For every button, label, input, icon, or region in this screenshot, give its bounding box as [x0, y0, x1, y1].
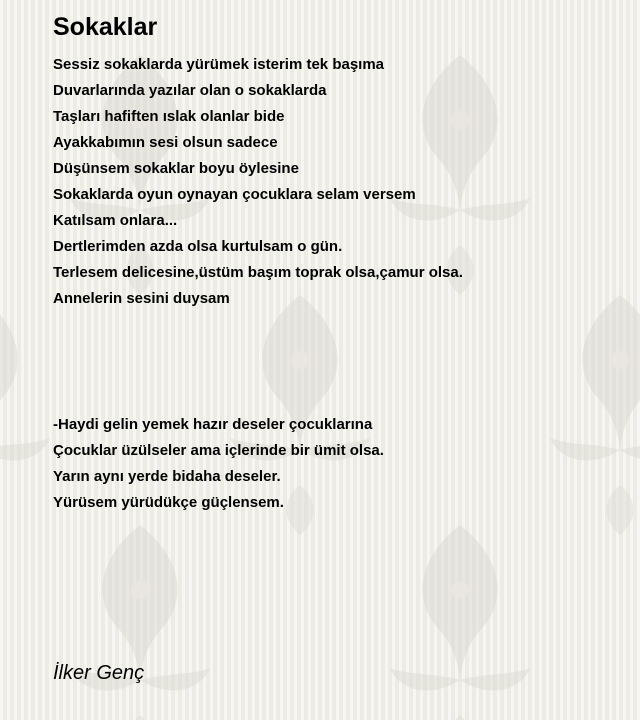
poem-line: Katılsam onlara... [53, 212, 178, 229]
poem-title: Sokaklar [53, 13, 158, 41]
poem-line: Terlesem delicesine,üstüm başım toprak olsa,çamur olsa. [53, 264, 463, 281]
poem-line: Taşları hafiften ıslak olanlar bide [53, 108, 285, 125]
poem-line: Yürüsem yürüdükçe güçlensem. [53, 494, 284, 511]
poem-line: Sessiz sokaklarda yürümek isterim tek başıma [53, 56, 385, 73]
poem-line: Düşünsem sokaklar boyu öylesine [53, 160, 299, 177]
poem-line: Yarın aynı yerde bidaha deseler. [53, 468, 281, 485]
poem-line: Sokaklarda oyun oynayan çocuklara selam versem [53, 186, 416, 203]
stanza-2 [53, 412, 384, 516]
poem-author: İlker Genç [53, 662, 145, 684]
stanza-1 [53, 52, 463, 312]
poem-line: Dertlerimden azda olsa kurtulsam o gün. [53, 238, 343, 255]
poem-line: Annelerin sesini duysam [53, 290, 230, 307]
poem-line: Çocuklar üzülseler ama içlerinde bir ümit olsa. [53, 442, 384, 459]
poem-line: Ayakkabımın sesi olsun sadece [53, 134, 278, 151]
poem-line: -Haydi gelin yemek hazır deseler çocuklarına [53, 416, 373, 433]
poem-line: Duvarlarında yazılar olan o sokaklarda [53, 82, 327, 99]
